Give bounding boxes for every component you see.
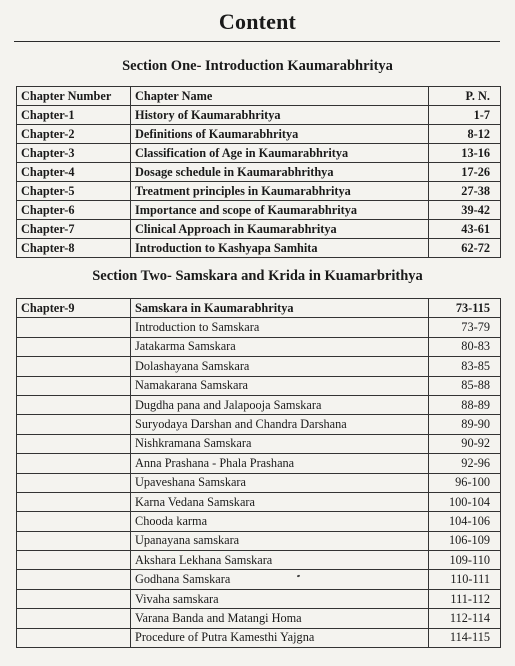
topic-name: Dugdha pana and Jalapooja Samskara bbox=[131, 395, 429, 414]
topic-name: Introduction to Samskara bbox=[131, 318, 429, 337]
page-range: 85-88 bbox=[429, 376, 501, 395]
topic-name: Vivaha samskara bbox=[131, 589, 429, 608]
page-range: 90-92 bbox=[429, 434, 501, 453]
topic-name: Upaveshana Samskara bbox=[131, 473, 429, 492]
table-row bbox=[17, 357, 501, 376]
table-row bbox=[17, 434, 501, 453]
table-row bbox=[17, 163, 501, 182]
empty-cell bbox=[17, 531, 131, 550]
page-range: 106-109 bbox=[429, 531, 501, 550]
empty-cell bbox=[17, 570, 131, 589]
page-range: 27-38 bbox=[429, 182, 501, 201]
section-one-table bbox=[16, 86, 501, 258]
table-row bbox=[17, 220, 501, 239]
chapter-name: Clinical Approach in Kaumarabhritya bbox=[131, 220, 429, 239]
table-row bbox=[17, 318, 501, 337]
page-range: 109-110 bbox=[429, 551, 501, 570]
chapter-name: History of Kaumarabhritya bbox=[131, 106, 429, 125]
page-range: 8-12 bbox=[429, 125, 501, 144]
page-range: 100-104 bbox=[429, 492, 501, 511]
table-row bbox=[17, 628, 501, 647]
page-range: 114-115 bbox=[429, 628, 501, 647]
empty-cell bbox=[17, 512, 131, 531]
page-range: 110-111 bbox=[429, 570, 501, 589]
table-row bbox=[17, 589, 501, 608]
table-row bbox=[17, 551, 501, 570]
table-row bbox=[17, 106, 501, 125]
chapter-name: Definitions of Kaumarabhritya bbox=[131, 125, 429, 144]
table-row bbox=[17, 415, 501, 434]
header-chapter-number: Chapter Number bbox=[17, 87, 131, 106]
section-two-heading: Section Two- Samskara and Krida in Kuamarbrithya bbox=[92, 268, 423, 284]
chapter-number: Chapter-5 bbox=[17, 182, 131, 201]
empty-cell bbox=[17, 609, 131, 628]
topic-name: Varana Banda and Matangi Homa bbox=[131, 609, 429, 628]
table-row bbox=[17, 144, 501, 163]
empty-cell bbox=[17, 492, 131, 511]
chapter-number: Chapter-6 bbox=[17, 201, 131, 220]
empty-cell bbox=[17, 357, 131, 376]
chapter-name: Importance and scope of Kaumarabhritya bbox=[131, 201, 429, 220]
empty-cell bbox=[17, 434, 131, 453]
header-chapter-name: Chapter Name bbox=[131, 87, 429, 106]
topic-name: Anna Prashana - Phala Prashana bbox=[131, 454, 429, 473]
table-row bbox=[17, 570, 501, 589]
empty-cell bbox=[17, 454, 131, 473]
topic-name: Chooda karma bbox=[131, 512, 429, 531]
table-row bbox=[17, 376, 501, 395]
topic-name: Suryodaya Darshan and Chandra Darshana bbox=[131, 415, 429, 434]
empty-cell bbox=[17, 628, 131, 647]
header-page-numbers: P. N. bbox=[429, 87, 501, 106]
page-range: 17-26 bbox=[429, 163, 501, 182]
chapter-name: Treatment principles in Kaumarabhritya bbox=[131, 182, 429, 201]
table-row bbox=[17, 201, 501, 220]
empty-cell bbox=[17, 395, 131, 414]
chapter-number: Chapter-8 bbox=[17, 239, 131, 258]
page-range: 73-115 bbox=[429, 299, 501, 318]
topic-name: Akshara Lekhana Samskara bbox=[131, 551, 429, 570]
chapter-number: Chapter-4 bbox=[17, 163, 131, 182]
page-range: 13-16 bbox=[429, 144, 501, 163]
table-row bbox=[17, 182, 501, 201]
empty-cell bbox=[17, 473, 131, 492]
page-range: 39-42 bbox=[429, 201, 501, 220]
empty-cell bbox=[17, 376, 131, 395]
chapter-number: Chapter-9 bbox=[17, 299, 131, 318]
page-range: 104-106 bbox=[429, 512, 501, 531]
table-row bbox=[17, 337, 501, 356]
chapter-number: Chapter-3 bbox=[17, 144, 131, 163]
topic-name: Jatakarma Samskara bbox=[131, 337, 429, 356]
chapter-name: Introduction to Kashyapa Samhita bbox=[131, 239, 429, 258]
table-row bbox=[17, 395, 501, 414]
table-row bbox=[17, 299, 501, 318]
chapter-number: Chapter-7 bbox=[17, 220, 131, 239]
table-row bbox=[17, 492, 501, 511]
page-range: 73-79 bbox=[429, 318, 501, 337]
table-row bbox=[17, 609, 501, 628]
topic-name: Namakarana Samskara bbox=[131, 376, 429, 395]
title-divider bbox=[14, 41, 500, 42]
empty-cell bbox=[17, 415, 131, 434]
topic-name: Nishkramana Samskara bbox=[131, 434, 429, 453]
page-range: 88-89 bbox=[429, 395, 501, 414]
table-row bbox=[17, 454, 501, 473]
page-range: 1-7 bbox=[429, 106, 501, 125]
table-row bbox=[17, 512, 501, 531]
table-header-row bbox=[17, 87, 501, 106]
section-two-table bbox=[16, 298, 501, 648]
topic-name: Dolashayana Samskara bbox=[131, 357, 429, 376]
page-range: 89-90 bbox=[429, 415, 501, 434]
table-row bbox=[17, 531, 501, 550]
section-one-heading: Section One- Introduction Kaumarabhritya bbox=[122, 58, 393, 74]
topic-name: Upanayana samskara bbox=[131, 531, 429, 550]
topic-name: Godhana Samskara bbox=[131, 570, 429, 589]
topic-name: Karna Vedana Samskara bbox=[131, 492, 429, 511]
page-range: 112-114 bbox=[429, 609, 501, 628]
page-range: 111-112 bbox=[429, 589, 501, 608]
table-row bbox=[17, 239, 501, 258]
empty-cell bbox=[17, 589, 131, 608]
page-range: 62-72 bbox=[429, 239, 501, 258]
chapter-name: Dosage schedule in Kaumarabhrithya bbox=[131, 163, 429, 182]
page-range: 96-100 bbox=[429, 473, 501, 492]
chapter-number: Chapter-1 bbox=[17, 106, 131, 125]
page-title: Content bbox=[218, 9, 297, 34]
chapter-name: Classification of Age in Kaumarabhritya bbox=[131, 144, 429, 163]
page-range: 83-85 bbox=[429, 357, 501, 376]
page-range: 80-83 bbox=[429, 337, 501, 356]
table-row bbox=[17, 125, 501, 144]
page-range: 92-96 bbox=[429, 454, 501, 473]
page-range: 43-61 bbox=[429, 220, 501, 239]
empty-cell bbox=[17, 551, 131, 570]
empty-cell bbox=[17, 337, 131, 356]
table-row bbox=[17, 473, 501, 492]
topic-name: Procedure of Putra Kamesthi Yajgna bbox=[131, 628, 429, 647]
chapter-number: Chapter-2 bbox=[17, 125, 131, 144]
chapter-name: Samskara in Kaumarabhritya bbox=[131, 299, 429, 318]
empty-cell bbox=[17, 318, 131, 337]
